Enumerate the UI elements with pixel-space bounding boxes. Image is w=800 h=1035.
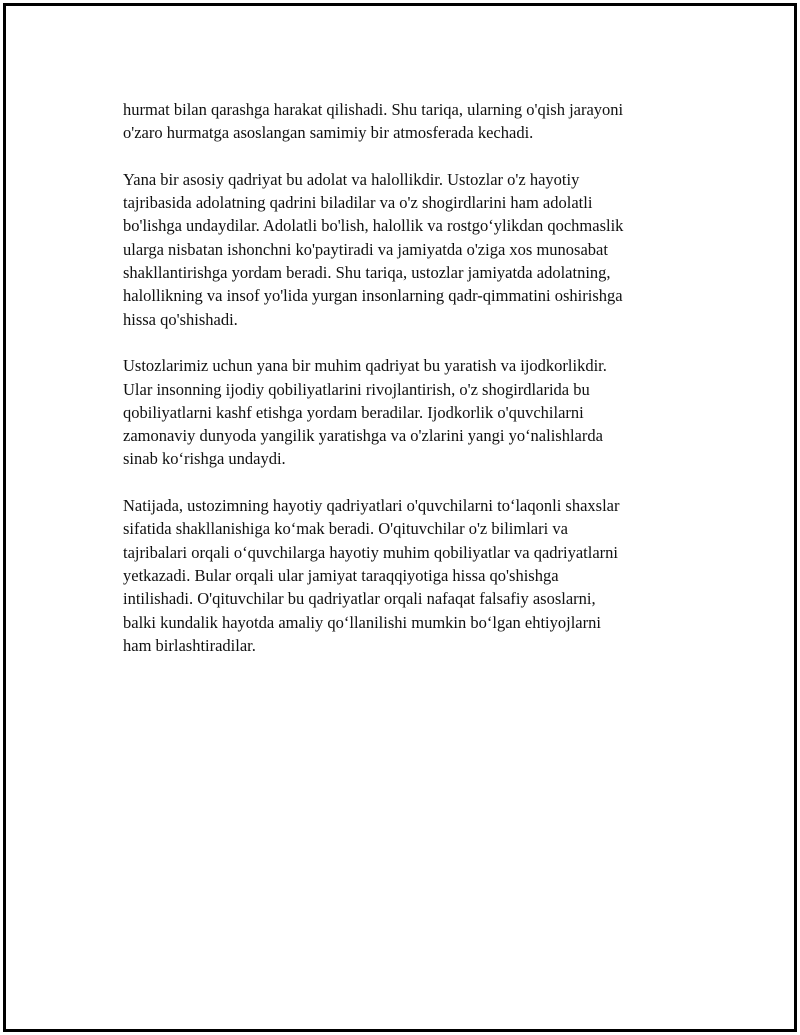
text-line: Ustozlarimiz uchun yana bir muhim qadriyat bu yaratish va ijodkorlikdir. bbox=[123, 356, 607, 376]
text-line: ham birlashtiradilar. bbox=[123, 635, 256, 655]
text-line: o'zaro hurmatga asoslangan samimiy bir atmosferada kechadi. bbox=[123, 123, 534, 143]
text-line: yetkazadi. Bular orqali ular jamiyat taraqqiyotiga hissa qo'shishga bbox=[123, 565, 559, 585]
text-line: Ular insonning ijodiy qobiliyatlarini rivojlantirish, o'z shogirdlarida bu bbox=[123, 379, 590, 399]
text-line: Natijada, ustozimning hayotiy qadriyatlari o'quvchilarni to‘laqonli shaxslar bbox=[123, 496, 620, 516]
text-line: bo'lishga undaydilar. Adolatli bo'lish, halollik va rostgo‘ylikdan qochmaslik bbox=[123, 216, 624, 236]
text-line: zamonaviy dunyoda yangilik yaratishga va o'zlarini yangi yo‘nalishlarda bbox=[123, 426, 603, 446]
text-line: hurmat bilan qarashga harakat qilishadi. Shu tariqa, ularning o'qish jarayoni bbox=[123, 100, 624, 119]
text-line: ularga nisbatan ishonchni ko'paytiradi va jamiyatda o'ziga xos munosabat bbox=[123, 239, 608, 259]
text-line: halollikning va insof yo'lida yurgan insonlarning qadr-qimmatini oshirishga bbox=[123, 286, 623, 306]
text-line: sinab ko‘rishga undaydi. bbox=[123, 449, 286, 469]
text-line: balki kundalik hayotda amaliy qo‘llanilishi mumkin bo‘lgan ehtiyojlarni bbox=[123, 612, 601, 632]
text-line: hissa qo'shishadi. bbox=[123, 309, 238, 329]
page-frame bbox=[3, 3, 797, 1032]
document-body bbox=[123, 98, 703, 680]
paragraph-2 bbox=[123, 168, 703, 331]
text-line: tajribalari orqali o‘quvchilarga hayotiy muhim qobiliyatlar va qadriyatlarni bbox=[123, 542, 618, 562]
text-line: shakllantirishga yordam beradi. Shu tariqa, ustozlar jamiyatda adolatning, bbox=[123, 263, 611, 283]
text-line: sifatida shakllanishiga ko‘mak beradi. O'qituvchilar o'z bilimlari va bbox=[123, 519, 568, 539]
paragraph-4 bbox=[123, 494, 703, 657]
text-line: qobiliyatlarni kashf etishga yordam beradilar. Ijodkorlik o'quvchilarni bbox=[123, 402, 584, 422]
text-line: intilishadi. O'qituvchilar bu qadriyatlar orqali nafaqat falsafiy asoslarni, bbox=[123, 589, 596, 609]
paragraph-3 bbox=[123, 354, 703, 470]
paragraph-1 bbox=[123, 98, 703, 145]
text-line: Yana bir asosiy qadriyat bu adolat va halollikdir. Ustozlar o'z hayotiy bbox=[123, 169, 580, 189]
text-line: tajribasida adolatning qadrini biladilar va o'z shogirdlarini ham adolatli bbox=[123, 193, 593, 213]
